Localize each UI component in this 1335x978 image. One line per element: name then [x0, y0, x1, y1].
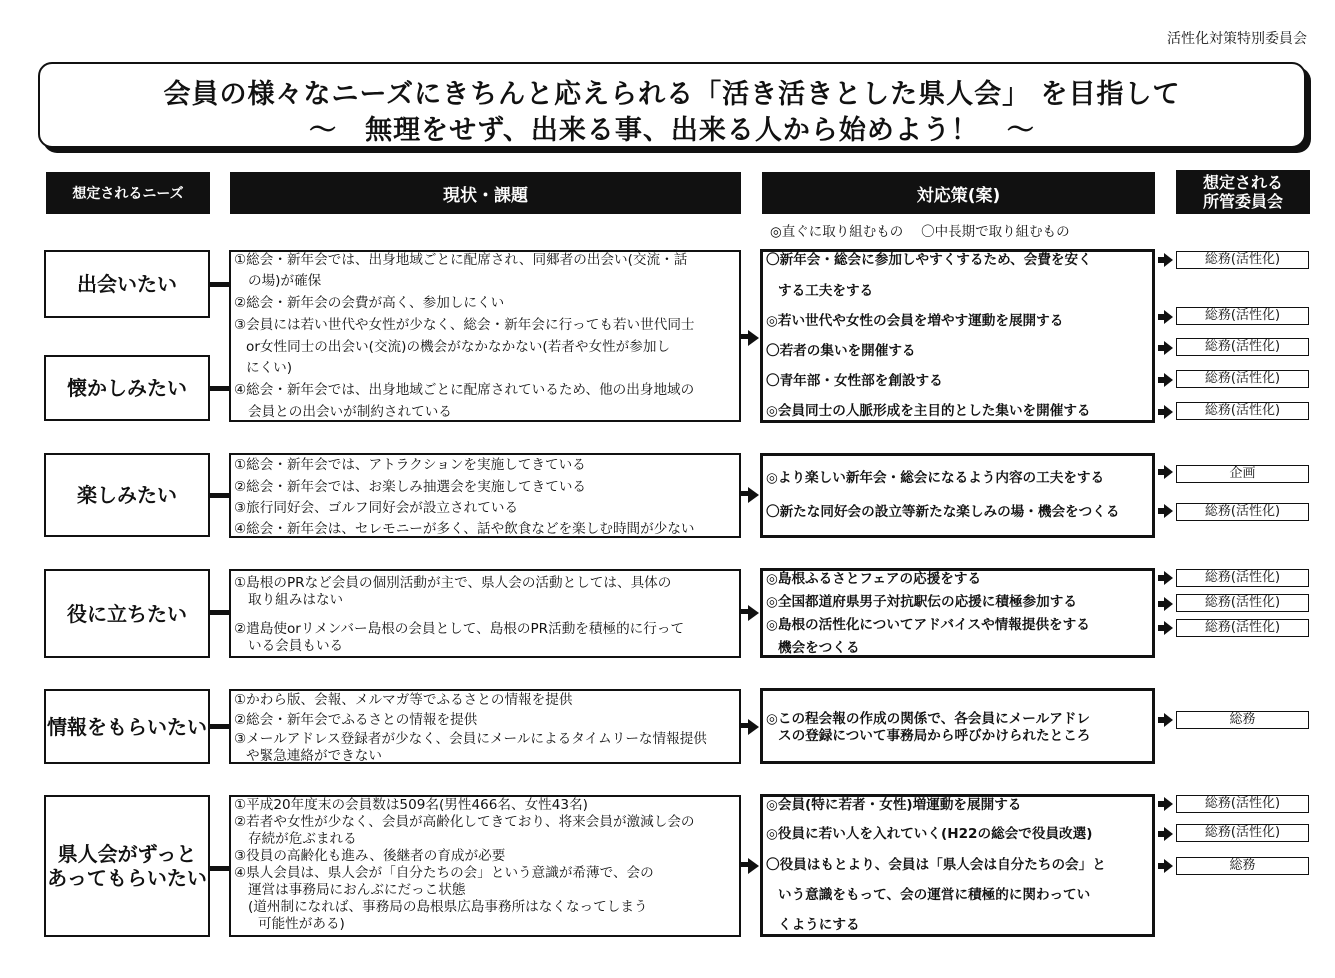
header-measures: 対応策(案)	[762, 172, 1155, 214]
measure-line: くようにする	[778, 917, 860, 933]
connector	[210, 866, 230, 871]
committee-badge: 総務(活性化)	[1176, 370, 1309, 388]
need-meet: 出会いたい	[44, 250, 210, 318]
status-line: ③会員には若い世代や女性が少なく、総会・新年会に行っても若い世代同士	[234, 317, 695, 333]
measure-line: スの登録について事務局から呼びかけられたところ	[778, 728, 1091, 744]
need-nostalgia: 懐かしみたい	[44, 355, 210, 421]
status-line: にくい)	[246, 360, 293, 376]
need-continuity	[44, 795, 210, 937]
status-line: ②総会・新年会の会費が高く、参加しにくい	[234, 295, 505, 311]
arrow-icon	[1158, 597, 1173, 611]
arrow-icon	[1158, 827, 1173, 841]
need-enjoy: 楽しみたい	[44, 453, 210, 537]
header-committee-line2: 所管委員会	[1202, 192, 1283, 211]
committee-badge: 総務(活性化)	[1176, 569, 1309, 587]
arrow-icon	[748, 330, 759, 346]
committee-name: 活性化対策特別委員会	[1167, 31, 1307, 47]
arrow-icon	[1158, 571, 1173, 585]
status-line: ③旅行同好会、ゴルフ同好会が設立されている	[234, 500, 519, 516]
status-line: ②総会・新年会でふるさとの情報を提供	[234, 712, 478, 728]
status-line: ②遣島使orリメンバー島根の会員として、島根のPR活動を積極的に行って	[234, 621, 685, 637]
title-banner	[38, 62, 1306, 148]
arrow-icon	[1158, 713, 1173, 727]
measure-line: 〇役員はもとより、会員は「県人会は自分たちの会」と	[766, 857, 1106, 873]
status-line: ①かわら版、会報、メルマガ等でふるさとの情報を提供	[234, 692, 573, 708]
status-line: ②若者や女性が少なく、会員が高齢化してきており、将来会員が激減し会の	[234, 814, 695, 830]
need-contribute: 役に立ちたい	[44, 569, 210, 658]
committee-badge: 企画	[1176, 465, 1309, 483]
arrow-icon	[1158, 373, 1173, 387]
status-line: ①総会・新年会では、出身地域ごとに配席され、同郷者の出会い(交流・話	[234, 252, 688, 268]
status-line: 存続が危ぶまれる	[248, 831, 357, 847]
need-information: 情報をもらいたい	[44, 689, 210, 764]
status-line: ①島根のPRなど会員の個別活動が主で、県人会の活動としては、具体の	[234, 575, 672, 591]
header-committee-line1: 想定される	[1202, 173, 1283, 192]
measure-line: する工夫をする	[778, 283, 874, 299]
banner-title: 会員の様々なニーズにきちんと応えられる「活き活きとした県人会」 を目指して	[163, 79, 1181, 110]
need-continuity-line2: あってもらいたい	[47, 866, 207, 890]
committee-badge: 総務(活性化)	[1176, 503, 1309, 521]
committee-badge: 総務(活性化)	[1176, 619, 1309, 637]
status-line: ④県人会員は、県人会が「自分たちの会」という意識が希薄で、会の	[234, 865, 654, 881]
measure-line: 〇新たな同好会の設立等新たな楽しみの場・機会をつくる	[766, 504, 1120, 520]
committee-badge: 総務(活性化)	[1176, 307, 1309, 325]
arrow-icon	[748, 719, 759, 735]
measure-line: ◎島根の活性化についてアドバイスや情報提供をする	[766, 617, 1090, 633]
committee-badge: 総務(活性化)	[1176, 402, 1309, 420]
need-continuity-line1: 県人会がずっと	[57, 842, 197, 866]
status-line: ①平成20年度末の会員数は509名(男性466名、女性43名)	[234, 797, 588, 813]
status-line: ③メールアドレス登録者が少なく、会員にメールによるタイムリーな情報提供	[234, 731, 707, 747]
status-line: (道州制になれば、事務局の島根県広島事務所はなくなってしまう	[248, 899, 648, 915]
measure-line: ◎会員(特に若者・女性)増運動を展開する	[766, 797, 1022, 813]
banner-subtitle: ～ 無理をせず、出来る事、出来る人から始めよう！ ～	[309, 115, 1035, 146]
status-line: の場)が確保	[248, 273, 322, 289]
arrow-icon	[1158, 504, 1173, 518]
arrow-icon	[1158, 859, 1173, 873]
status-line: ②総会・新年会では、お楽しみ抽選会を実施してきている	[234, 479, 587, 495]
status-line: や緊急連絡ができない	[246, 748, 382, 764]
arrow-icon	[748, 858, 759, 874]
arrow-icon	[748, 605, 759, 621]
measure-line: ◎会員同士の人脈形成を主目的とした集いを開催する	[766, 403, 1091, 419]
status-line: 可能性がある)	[258, 916, 345, 932]
measure-line: ◎島根ふるさとフェアの応援をする	[766, 571, 982, 587]
connector	[210, 282, 230, 287]
committee-badge: 総務	[1176, 711, 1309, 729]
status-line: 取り組みはない	[248, 592, 344, 608]
header-needs: 想定されるニーズ	[46, 172, 210, 214]
status-line: 会員との出会いが制約されている	[248, 404, 452, 420]
status-line: いる会員もいる	[248, 638, 344, 654]
measure-line: 〇若者の集いを開催する	[766, 343, 916, 359]
header-status: 現状・課題	[230, 172, 741, 214]
committee-badge: 総務(活性化)	[1176, 824, 1309, 842]
committee-badge: 総務	[1176, 857, 1309, 875]
status-line: ①総会・新年会では、アトラクションを実施してきている	[234, 457, 586, 473]
measure-line: ◎この程会報の作成の関係で、各会員にメールアドレ	[766, 711, 1090, 727]
status-line: ④総会・新年会は、セレモニーが多く、話や飲食などを楽しむ時間が少ない	[234, 521, 695, 537]
committee-badge: 総務(活性化)	[1176, 795, 1309, 813]
committee-badge: 総務(活性化)	[1176, 594, 1309, 612]
connector	[210, 610, 230, 615]
measure-line: ◎若い世代や女性の会員を増やす運動を展開する	[766, 313, 1064, 329]
arrow-icon	[748, 487, 759, 503]
connector	[210, 724, 230, 729]
arrow-icon	[1158, 621, 1173, 635]
arrow-icon	[1158, 465, 1173, 479]
legend: ◎直ぐに取り組むもの 〇中長期で取り組むもの	[770, 224, 1070, 240]
status-line: 運営は事務局におんぶにだっこ状態	[248, 882, 466, 898]
measure-box-2	[760, 453, 1155, 538]
measure-line: ◎全国都道府県男子対抗駅伝の応援に積極参加する	[766, 594, 1077, 610]
status-line: ③役員の高齢化も進み、後継者の育成が必要	[234, 848, 506, 864]
arrow-icon	[1158, 405, 1173, 419]
measure-line: いう意識をもって、会の運営に積極的に関わってい	[778, 887, 1091, 903]
status-line: ④総会・新年会では、出身地域ごとに配席されているため、他の出身地域の	[234, 382, 695, 398]
committee-badge: 総務(活性化)	[1176, 338, 1309, 356]
arrow-icon	[1158, 797, 1173, 811]
header-committee	[1176, 170, 1310, 214]
measure-line: ◎役員に若い人を入れていく(H22の総会で役員改選)	[766, 826, 1093, 842]
connector	[210, 493, 230, 498]
connector	[210, 386, 230, 391]
measure-line: ◎より楽しい新年会・総会になるよう内容の工夫をする	[766, 470, 1105, 486]
status-line: or女性同士の出会い(交流)の機会がなかなかない(若者や女性が参加し	[246, 339, 671, 355]
measure-line: 機会をつくる	[778, 640, 860, 656]
committee-badge: 総務(活性化)	[1176, 251, 1309, 269]
arrow-icon	[1158, 341, 1173, 355]
measure-line: 〇青年部・女性部を創設する	[766, 373, 943, 389]
arrow-icon	[1158, 253, 1173, 267]
measure-line: 〇新年会・総会に参加しやすくするため、会費を安く	[766, 252, 1092, 268]
arrow-icon	[1158, 310, 1173, 324]
measure-box-1	[760, 249, 1155, 423]
